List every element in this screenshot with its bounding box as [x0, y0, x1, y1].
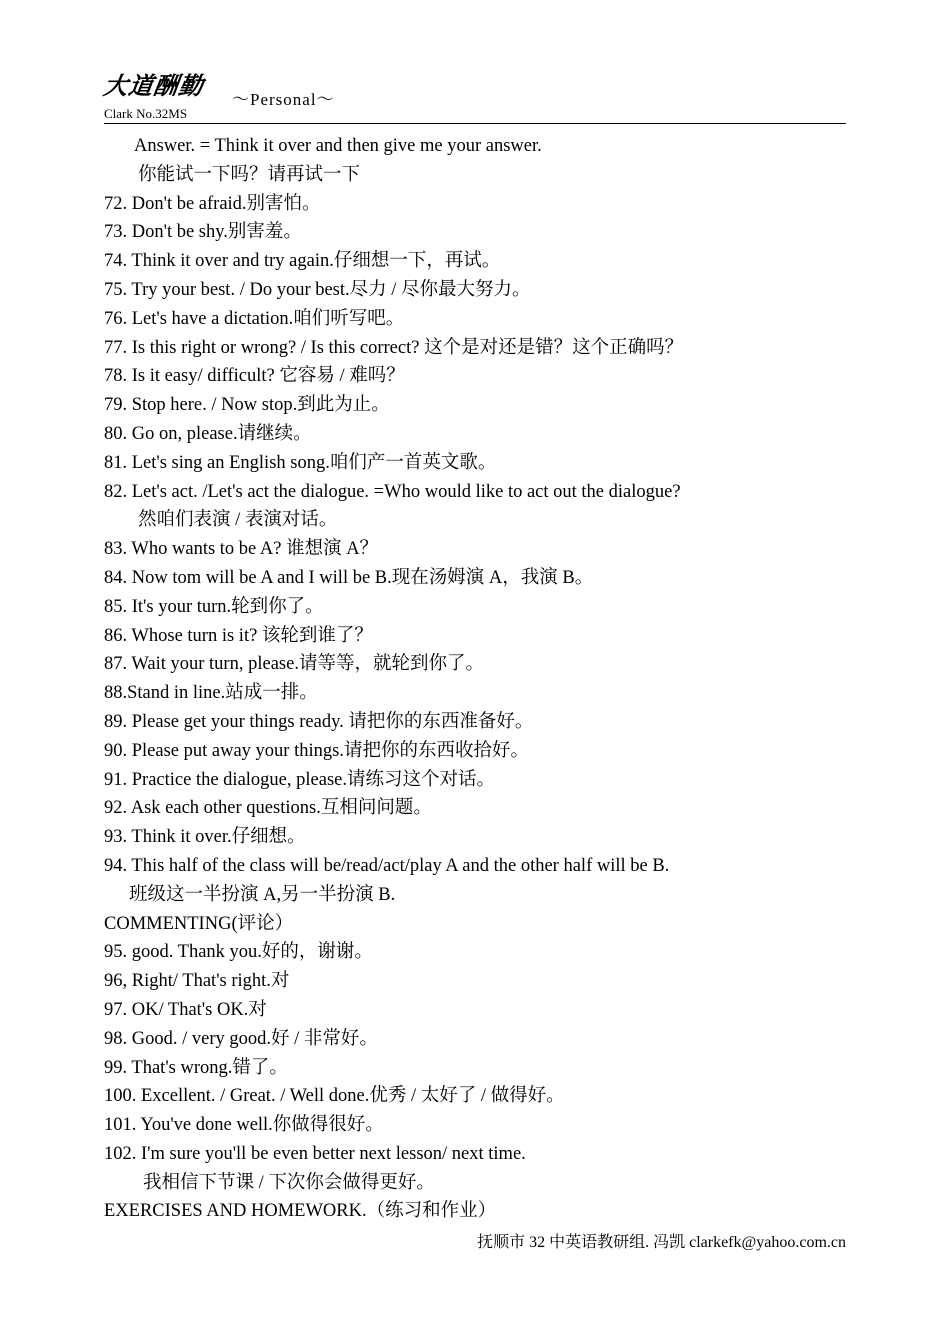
document-body — [104, 132, 846, 1226]
text-line: 100. Excellent. / Great. / Well done.优秀 / 太好了 / 做得好。 — [104, 1086, 565, 1107]
text-line: 88.Stand in line.站成一排。 — [104, 683, 318, 704]
text-line: 76. Let's have a dictation.咱们听写吧。 — [104, 308, 405, 329]
text-line: 73. Don't be shy.别害羞。 — [104, 222, 302, 243]
text-line: 班级这一半扮演 A,另一半扮演 B. — [129, 884, 396, 905]
text-line: 80. Go on, please.请继续。 — [104, 423, 312, 444]
text-line: 82. Let's act. /Let's act the dialogue. =Who would like to act out the dialogue? — [104, 481, 681, 502]
text-line: 79. Stop here. / Now stop.到此为止。 — [104, 395, 390, 416]
text-line: 75. Try your best. / Do your best.尽力 / 尽你最大努力。 — [104, 279, 531, 300]
text-line: EXERCISES AND HOMEWORK.（练习和作业） — [104, 1201, 497, 1222]
text-line: 72. Don't be afraid.别害怕。 — [104, 193, 321, 214]
text-line: 84. Now tom will be A and I will be B.现在汤姆演 A，我演 B。 — [104, 567, 594, 588]
text-line: 102. I'm sure you'll be even better next lesson/ next time. — [104, 1143, 526, 1164]
text-line: 83. Who wants to be A? 谁想演 A？ — [104, 539, 379, 560]
text-line: 91. Practice the dialogue, please.请练习这个对话。 — [104, 769, 495, 790]
text-line: 77. Is this right or wrong? / Is this correct? 这个是对还是错？这个正确吗？ — [104, 337, 684, 358]
personal-label: ～Personal～ — [232, 90, 335, 109]
text-line: 89. Please get your things ready. 请把你的东西准备好。 — [104, 711, 534, 732]
text-line: 97. OK/ That's OK.对 — [104, 999, 267, 1020]
text-line: 96, Right/ That's right.对 — [104, 971, 290, 992]
calligraphy-logo: 大道酬勤 — [101, 71, 206, 100]
page-footer: 抚顺市 32 中英语教研组. 冯凯 clarkefk@yahoo.com.cn — [477, 1234, 846, 1251]
text-line: 87. Wait your turn, please.请等等，就轮到你了。 — [104, 654, 484, 675]
text-line: 92. Ask each other questions.互相问问题。 — [104, 798, 432, 819]
text-line: 99. That's wrong.错了。 — [104, 1057, 288, 1078]
header-divider — [104, 123, 846, 124]
text-line: 94. This half of the class will be/read/act/play A and the other half will be B. — [104, 855, 670, 876]
text-line: 95. good. Thank you.好的，谢谢。 — [104, 942, 373, 963]
text-line: 我相信下节课 / 下次你会做得更好。 — [143, 1172, 435, 1193]
text-line: 78. Is it easy/ difficult? 它容易 / 难吗？ — [104, 366, 405, 387]
text-line: 86. Whose turn is it? 该轮到谁了？ — [104, 625, 373, 646]
clark-label: Clark No.32MS — [104, 106, 188, 121]
page-header — [101, 62, 846, 124]
text-line: 85. It's your turn.轮到你了。 — [104, 596, 324, 617]
text-line: 81. Let's sing an English song.咱们产一首英文歌。 — [104, 452, 497, 473]
text-line: 98. Good. / very good.好 / 非常好。 — [104, 1028, 378, 1049]
text-line: Answer. = Think it over and then give me your answer. — [134, 136, 542, 156]
text-line: 90. Please put away your things.请把你的东西收拾好。 — [104, 740, 529, 761]
text-line: 然咱们表演 / 表演对话。 — [138, 510, 338, 531]
text-line: COMMENTING(评论） — [104, 913, 294, 934]
text-line: 93. Think it over.仔细想。 — [104, 827, 306, 848]
text-line: 101. You've done well.你做得很好。 — [104, 1115, 384, 1136]
text-line: 74. Think it over and try again.仔细想一下，再试。 — [104, 251, 501, 272]
text-line: 你能试一下吗？请再试一下 — [138, 164, 361, 185]
